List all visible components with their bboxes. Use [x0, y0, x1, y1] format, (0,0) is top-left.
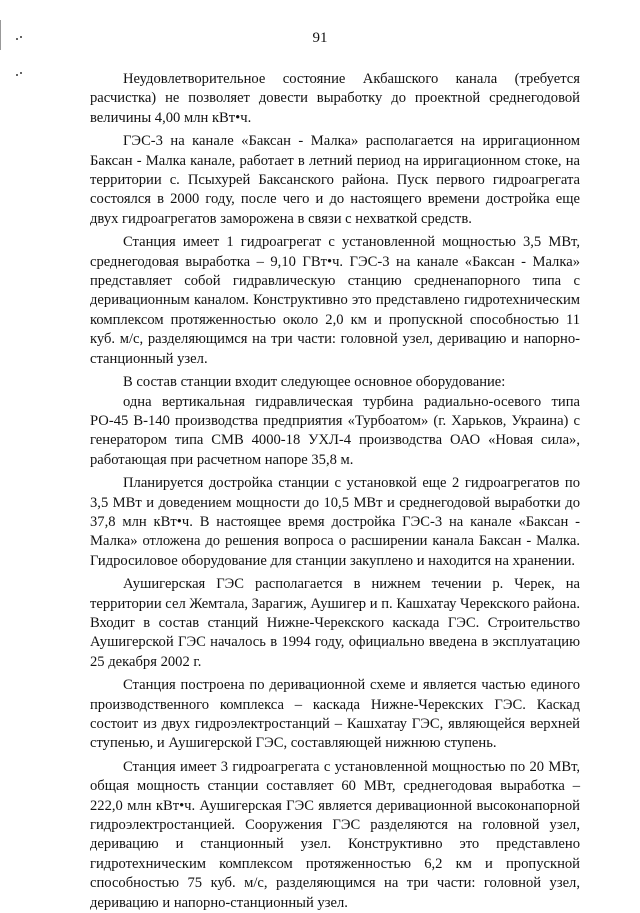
margin-dot-mark: [16, 72, 22, 76]
paragraph: Станция построена по деривационной схеме и является частью единого производственного комплекса – каскада Нижне-Черекских ГЭС. Каскад состоит из двух гидроэлектростанций – Кашхатау ГЭС, являющейся верхней ступенью, и Аушигерской ГЭС, составляющей нижнюю ступень.: [90, 677, 580, 752]
paragraph: Планируется достройка станции с установкой еще 2 гидроагрегатов по 3,5 МВт и доведением мощности до 10,5 МВт и среднегодовой выработки до 37,8 млн кВт•ч. В настоящее время достройка ГЭС-3 на канале «Баксан - Малка» отложена до решения вопроса о расширении канала Баксан - Малка. Гидросиловое оборудование для станции закуплено и находится на хранении.: [90, 475, 580, 569]
paragraph: Аушигерская ГЭС располагается в нижнем течении р. Черек, на территории сел Жемтала, Зарагиж, Аушигер и п. Кашхатау Черекского района. Входит в состав станций Нижне-Черекского каскада ГЭС. Строительство Аушигерской ГЭС началось в 1994 году, официально введена в эксплуатацию 25 декабря 2002 г.: [90, 576, 580, 670]
paragraph: ГЭС-3 на канале «Баксан - Малка» располагается на ирригационном Баксан - Малка канале, работает в летний период на ирригационном стоке, на территории с. Псыхурей Баксанского района. Пуск первого гидроагрегата состоялся в 2000 году, после чего и до настоящего времени достройка еще двух гидроагрегатов заморожена в связи с нехваткой средств.: [90, 133, 580, 227]
paragraph: В состав станции входит следующее основное оборудование:: [123, 374, 506, 391]
page-number: 91: [312, 30, 328, 46]
paragraph: Станция имеет 3 гидроагрегата с установленной мощностью по 20 МВт, общая мощность станции составляет 60 МВт, среднегодовая выработка – 222,0 млн кВт•ч. Аушигерская ГЭС является деривационной высоконапорной гидроэлектростанцией. Сооружения ГЭС разделяются на головной узел, деривацию и станционный узел. Конструктивно это представлено гидротехническим комплексом протяженностью 6,2 км и пропускной способностью 75 куб. м/с, разделяющимся на три части: головной узел, деривацию и напорно-станционный узел.: [90, 758, 580, 911]
paragraph: Станция имеет 1 гидроагрегат с установленной мощностью 3,5 МВт, среднегодовая выработка – 9,10 ГВт•ч. ГЭС-3 на канале «Баксан - Малка» представляет собой гидравлическую станцию средненапорного типа с деривационным каналом. Конструктивно это представлено гидротехническим комплексом протяженностью около 2,0 км и пропускной способностью 11 куб. м/с, разделяющимся на три части: головной узел, деривацию и напорно-станционный узел.: [90, 234, 580, 367]
paragraph: одна вертикальная гидравлическая турбина радиально-осевого типа РО-45 В-140 производства предприятия «Турбоатом» (г. Харьков, Украина) с генератором типа СМВ 4000-18 УХЛ-4 производства ОАО «Новая сила», работающая при расчетном напоре 35,8 м.: [90, 393, 580, 468]
document-body: [90, 70, 580, 913]
paragraph: Неудовлетворительное состояние Акбашского канала (требуется расчистка) не позволяет довести выработку до проектной среднегодовой величины 4,00 млн кВт•ч.: [90, 71, 580, 126]
